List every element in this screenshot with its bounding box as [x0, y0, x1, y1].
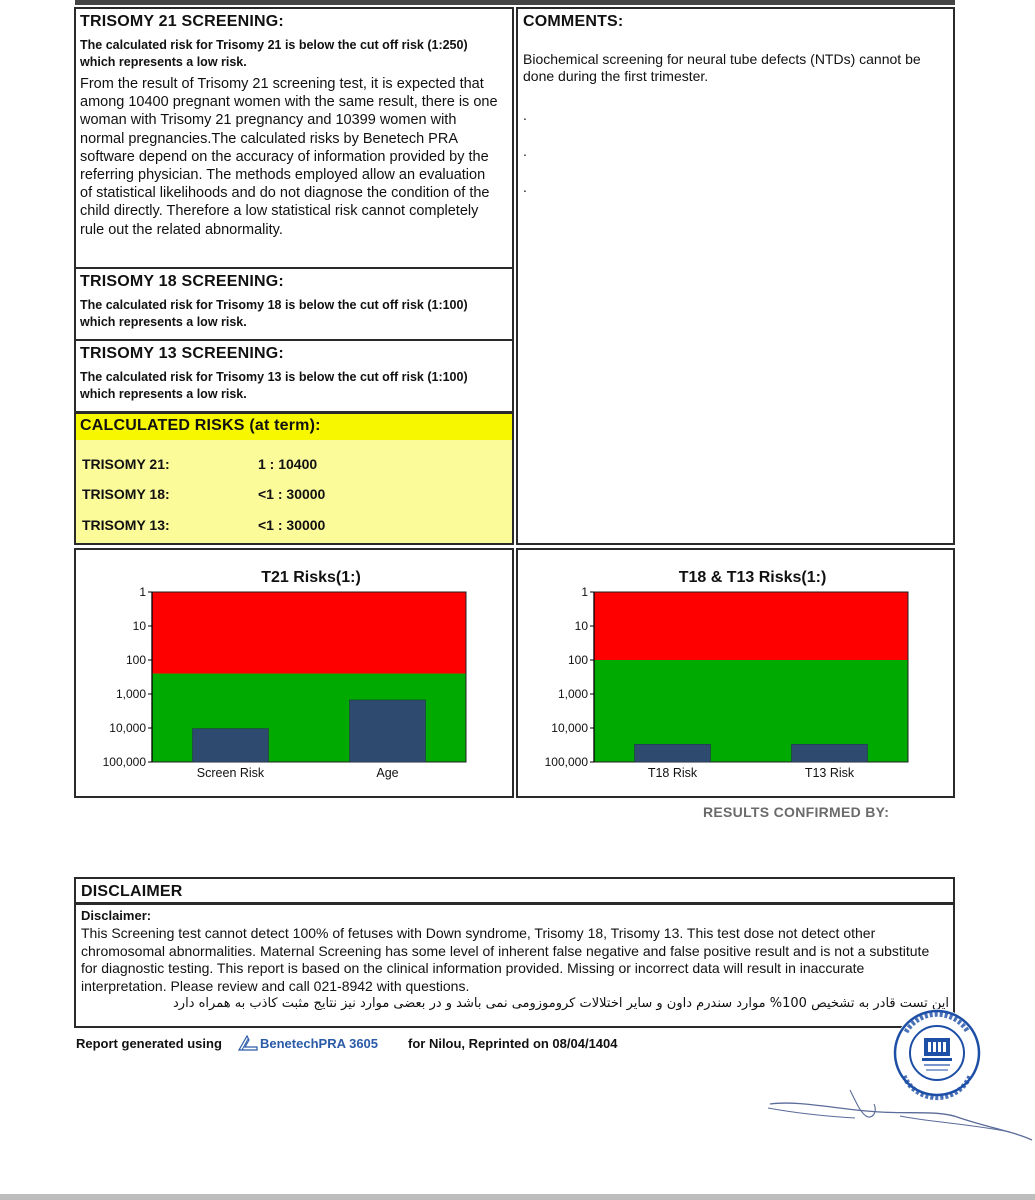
trisomy21-title: TRISOMY 21 SCREENING: — [80, 13, 284, 30]
trisomy13-summary: The calculated risk for Trisomy 13 is below the cut off risk (1:100) which represents a low risk. — [80, 370, 468, 401]
y-tick-label: 100 — [567, 653, 588, 667]
bar-screen-risk — [193, 729, 269, 762]
divider — [76, 339, 512, 341]
benetech-logo-icon — [238, 1035, 258, 1056]
y-tick-label: 100,000 — [544, 755, 588, 769]
page-bottom-border — [0, 1194, 1035, 1200]
x-tick-label: Age — [376, 766, 399, 780]
trisomy18-title: TRISOMY 18 SCREENING: — [80, 273, 284, 290]
calculated-risks-title: CALCULATED RISKS (at term): — [76, 414, 512, 440]
comments-text: Biochemical screening for neural tube defects (NTDs) cannot be done during the first trimester. — [523, 51, 921, 84]
disclaimer-label: Disclaimer: — [81, 908, 152, 923]
risk-value: 1 : 10400 — [258, 456, 318, 472]
calculated-risks-panel — [76, 414, 512, 543]
risk-value: <1 : 30000 — [258, 517, 326, 533]
y-tick-label: 1,000 — [115, 687, 146, 701]
bar-t18-risk — [635, 744, 711, 762]
comments-panel — [516, 7, 955, 545]
risk-label: TRISOMY 13: — [82, 517, 170, 533]
trisomy13-title: TRISOMY 13 SCREENING: — [80, 345, 284, 362]
t21-chart-panel — [74, 548, 514, 798]
top-border — [75, 0, 955, 5]
t21-chart — [76, 550, 512, 796]
risk-label: TRISOMY 18: — [82, 486, 170, 502]
x-tick-label: T13 Risk — [804, 766, 855, 780]
disclaimer-text: This Screening test cannot detect 100% of fetuses with Down syndrome, Trisomy 18, Trisomy 13. This test dose not detect other chromosomal abnormalities. Maternal Screening has some level of inherent false negative and false positive result and is not a substitute for diagnostic testing. This report is based on the clinical information provided. Missing or incorrect data will result in inaccurate interpretation. Please review and call 021-8942 with questions. — [81, 925, 930, 994]
t21-chart-title: T21 Risks(1:) — [261, 569, 361, 586]
y-tick-label: 10 — [132, 619, 146, 633]
y-tick-label: 10,000 — [109, 721, 146, 735]
report-generated-suffix: for Nilou, Reprinted on 08/04/1404 — [408, 1036, 618, 1051]
t18-t13-chart — [518, 550, 953, 796]
bar-age — [350, 700, 426, 762]
x-tick-label: T18 Risk — [647, 766, 698, 780]
y-tick-label: 1 — [581, 585, 588, 599]
y-tick-label: 100 — [125, 653, 146, 667]
comments-dot: . — [523, 179, 527, 195]
trisomy13-section — [80, 345, 508, 403]
high-risk-zone — [152, 592, 466, 674]
bar-t13-risk — [792, 744, 868, 762]
y-tick-label: 10,000 — [551, 721, 588, 735]
t18-t13-chart-panel — [516, 548, 955, 798]
divider — [76, 267, 512, 269]
risk-label: TRISOMY 21: — [82, 456, 170, 472]
signature — [760, 1082, 1035, 1157]
disclaimer-body-box — [74, 904, 955, 1028]
y-tick-label: 1 — [139, 585, 146, 599]
y-tick-label: 10 — [574, 619, 588, 633]
results-confirmed-label: RESULTS CONFIRMED BY: — [703, 804, 890, 820]
y-tick-label: 1,000 — [557, 687, 588, 701]
screening-results-panel — [74, 7, 514, 545]
x-tick-label: Screen Risk — [196, 766, 265, 780]
report-generated-prefix: Report generated using — [76, 1036, 222, 1051]
trisomy21-details: From the result of Trisomy 21 screening test, it is expected that among 10400 pregnant women with the same result, there is one woman with Trisomy 21 pregnancy and 10399 women with normal pregnancies.The calculated risks by Benetech PRA software depend on the accuracy of information provided by the referring physician. The methods employed allow an evaluation of statistical likelihoods and do not diagnose the condition of the child directly. Therefore a low statistical risk cannot completely rule out the related abnormality. — [80, 76, 498, 238]
disclaimer-header: DISCLAIMER — [81, 883, 183, 900]
trisomy21-section — [80, 13, 508, 239]
comments-dot: . — [523, 107, 527, 123]
comments-dot: . — [523, 143, 527, 159]
y-tick-label: 100,000 — [102, 755, 146, 769]
disclaimer-persian-text: این تست قادر به تشخیص 100% موارد سندرم داون و سایر اختلالات کروموزومی نمی باشد و در بعضی موارد نیز نتایج مثبت کاذب به همراه دارد — [173, 996, 949, 1011]
high-risk-zone — [594, 592, 908, 660]
t18-t13-chart-title: T18 & T13 Risks(1:) — [678, 569, 827, 586]
trisomy18-summary: The calculated risk for Trisomy 18 is below the cut off risk (1:100) which represents a low risk. — [80, 298, 468, 329]
benetech-software-name: BenetechPRA 3605 — [260, 1036, 379, 1051]
disclaimer-header-box — [74, 877, 955, 904]
trisomy21-summary: The calculated risk for Trisomy 21 is below the cut off risk (1:250) which represents a low risk. — [80, 38, 468, 69]
comments-title: COMMENTS: — [523, 13, 624, 30]
trisomy18-section — [80, 273, 508, 331]
risk-value: <1 : 30000 — [258, 486, 326, 502]
